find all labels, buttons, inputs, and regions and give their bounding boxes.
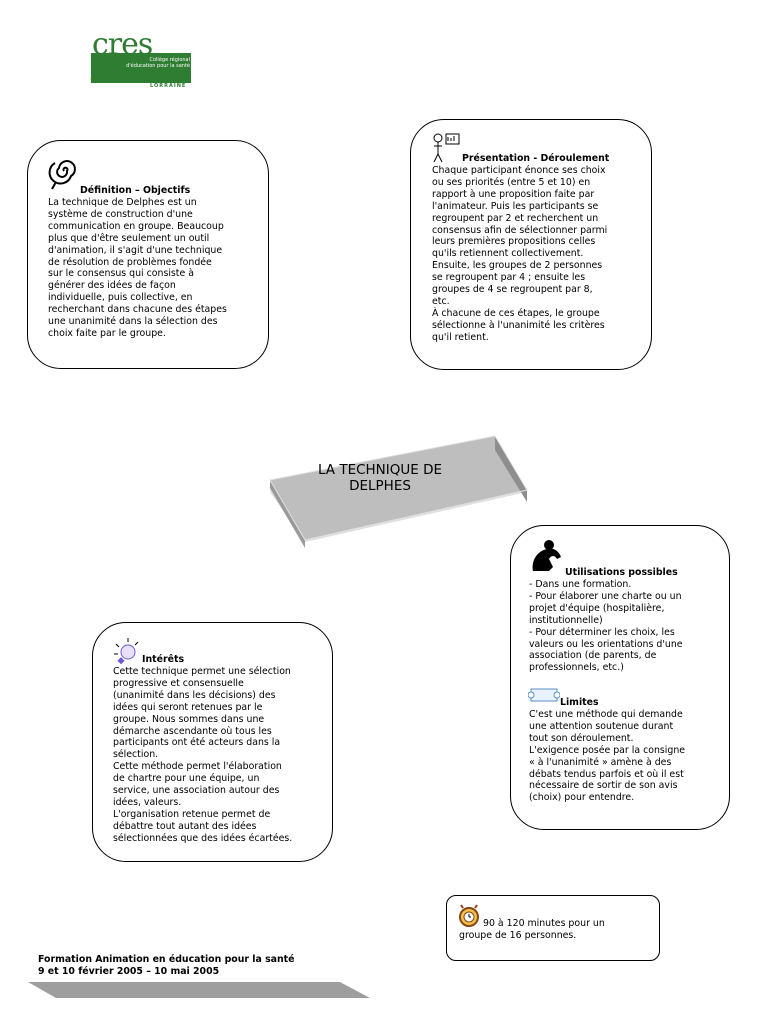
utilisations-heading: Utilisations possibles <box>565 567 678 578</box>
definition-heading: Définition – Objectifs <box>80 185 191 196</box>
footer-line-1: Formation Animation en éducation pour la santé <box>38 954 295 965</box>
definition-body: La technique de Delphes est un système de construction d'une communication en groupe. Beaucoup plus que d'être seulement un outil d'animation, il s'agit d'une technique de résolution de problèmes fondée sur le consensus qui consiste à générer des idées de façon individuelle, puis collective, en recherchant dans chacune des étapes une unanimité dans la sélection des choix faite par le groupe. <box>48 197 227 339</box>
thinker-icon <box>527 537 565 575</box>
footer-line-2: 9 et 10 février 2005 – 10 mai 2005 <box>38 966 220 977</box>
duration-text: 90 à 120 minutes pour un groupe de 16 personnes. <box>459 918 605 941</box>
interets-body: Cette technique permet une sélection progressive et consensuelle (unanimité dans les décisions) des idées qui seront retenues par le groupe. Nous sommes dans une démarche ascendante où tous les participants ont été acteurs dans la sélection. Cette méthode permet l'élaboration de chartre pour une équipe, un service, une association autour des idées, valeurs. L'organisation retenue permet de débattre tout autant des idées sélectionnées que des idées écartées. <box>113 666 293 844</box>
footer-text <box>38 954 295 978</box>
presenter-icon <box>430 132 462 164</box>
logo-subtitle: Collège régional d'éducation pour la santé <box>126 57 190 69</box>
interets-heading: Intérêts <box>142 654 185 665</box>
page-title: LA TECHNIQUE DE DELPHES <box>317 462 443 494</box>
footer-bar <box>28 982 373 1000</box>
limites-body: C'est une méthode qui demande une attention soutenue durant tout son déroulement. L'exigence posée par la consigne « à l'unanimité » amène à des débats tendus parfois et où il est nécessaire de sortir de son avis (choix) pour entendre. <box>529 709 686 804</box>
logo-region: LORRAINE <box>150 83 187 89</box>
bulb-icon <box>110 634 142 666</box>
spiral-icon <box>46 152 82 190</box>
utilisations-body: - Dans une formation. - Pour élaborer une charte ou un projet d'équipe (hospitalière, institutionnelle) - Pour déterminer les choix, les valeurs ou les orientations d'une association (de parents, de professionnels, etc.) <box>529 579 683 674</box>
presentation-body: Chaque participant énonce ses choix ou ses priorités (entre 5 et 10) en rapport à une proposition faite par l'animateur. Puis les participants se regroupent par 2 et recherchent un consensus afin de sélectionner parmi leurs premières propositions celles qu'ils retiennent collectivement. Ensuite, les groupes de 2 personnes se regroupent par 4 ; ensuite les groupes de 4 se regroupent par 8, etc. À chacune de ces étapes, le groupe sélectionne à l'unanimité les critères qu'il retient. <box>432 165 608 343</box>
presentation-heading: Présentation - Déroulement <box>462 153 610 164</box>
limites-heading: Limites <box>560 697 599 708</box>
logo-wordmark: cres <box>92 27 153 62</box>
scroll-icon <box>528 686 560 704</box>
